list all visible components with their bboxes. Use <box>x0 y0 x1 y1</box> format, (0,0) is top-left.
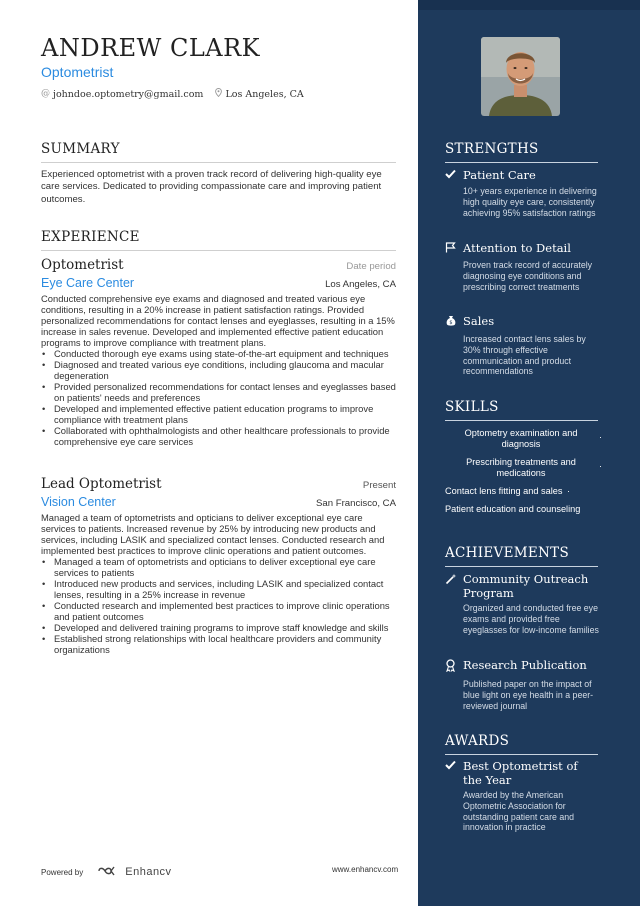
skills-heading: SKILLS <box>445 399 499 415</box>
flag-icon <box>445 242 459 257</box>
achievement-description: Published paper on the impact of blue light on eye health in a peer-reviewed journal <box>463 679 594 711</box>
award-ribbon-icon <box>445 659 459 676</box>
strength-item <box>445 169 600 218</box>
list-item: • Developed and delivered training programs to improve staff knowledge and skills <box>41 622 396 633</box>
job-description: Conducted comprehensive eye exams and diagnosed and treated various eye conditions, resulting in a 20% increase in patient satisfaction ratings. Provided personalized recommendations for contact lenses and eyeglasses, resulting in a 15% increase in sales revenue. Developed and implemented effective patient education programs to improve compliance with treatment plans. <box>41 293 395 348</box>
summary-text: Experienced optometrist with a proven track record of delivering high-quality eye care services. Dedicated to providing compassionate care and improving patient outcomes. <box>41 169 382 205</box>
skill-separator: · <box>599 461 602 471</box>
strength-name: Sales <box>463 314 495 328</box>
achievement-name: Community Outreach Program <box>463 572 589 600</box>
job-entry <box>41 257 396 447</box>
award-name: Best Optometrist of the Year <box>463 759 578 787</box>
skill-item: Patient education and counseling <box>445 504 581 514</box>
award-item <box>445 760 600 833</box>
divider <box>445 566 598 567</box>
award-description: Awarded by the American Optometric Association for outstanding patient care and innovation in practice <box>463 790 575 833</box>
magic-wand-icon <box>445 573 459 589</box>
job-date: Date period <box>346 261 396 272</box>
contact-row <box>41 88 304 100</box>
achievement-description: Organized and conducted free eye exams and provided free eyeglasses for low-income families <box>463 603 599 635</box>
divider <box>41 250 396 251</box>
list-item: • Developed and implemented effective patient education programs to improve compliance with treatment plans <box>41 403 396 425</box>
strength-description: 10+ years experience in delivering high quality eye care, consistently achieving 95% satisfaction ratings <box>463 186 597 218</box>
achievement-name: Research Publication <box>463 658 587 672</box>
experience-heading: EXPERIENCE <box>41 229 140 245</box>
skill-separator: · <box>567 486 570 496</box>
candidate-role: Optometrist <box>41 64 114 80</box>
job-date: Present <box>362 480 396 491</box>
svg-text:$: $ <box>449 320 453 326</box>
list-item: • Established strong relationships with local healthcare providers and community organizations <box>41 633 396 655</box>
check-icon <box>445 169 459 183</box>
skill-item: Contact lens fitting and sales <box>445 486 563 496</box>
money-bag-icon <box>445 315 459 331</box>
divider <box>445 754 598 755</box>
strengths-heading: STRENGTHS <box>445 141 539 157</box>
job-company: Eye Care Center <box>41 276 135 290</box>
job-bullets <box>41 348 396 447</box>
strength-description: Increased contact lens sales by 30% through effective communication and product recommendations <box>463 334 586 377</box>
achievement-item <box>445 573 600 635</box>
skill-item: Optometry examination and diagnosis <box>464 428 578 449</box>
footer-url[interactable]: www.enhancv.com <box>332 865 399 874</box>
contact-location: Los Angeles, CA <box>225 88 304 100</box>
awards-heading: AWARDS <box>445 733 510 749</box>
candidate-name: ANDREW CLARK <box>41 34 261 62</box>
job-title: Optometrist <box>41 257 124 273</box>
job-location: Los Angeles, CA <box>325 279 396 290</box>
strength-name: Patient Care <box>463 168 536 182</box>
skill-separator: · <box>599 432 602 442</box>
location-pin-icon <box>215 88 222 100</box>
strength-item <box>445 315 600 377</box>
strength-name: Attention to Detail <box>463 241 571 255</box>
enhancv-logo-icon <box>97 865 119 879</box>
list-item: • Provided personalized recommendations for contact lenses and eyeglasses based on patients' needs and preferences <box>41 381 396 403</box>
at-icon: @ <box>41 89 50 99</box>
list-item: • Managed a team of optometrists and opticians to deliver exceptional eye care services to patients <box>41 556 396 578</box>
skill-item: Prescribing treatments and medications <box>466 457 576 478</box>
job-title: Lead Optometrist <box>41 476 162 492</box>
job-bullets <box>41 556 396 655</box>
job-entry <box>41 476 396 655</box>
check-icon <box>445 760 459 774</box>
brand-name: Enhancv <box>125 866 172 878</box>
profile-photo <box>481 37 560 116</box>
job-description: Managed a team of optometrists and opticians to deliver exceptional eye care services to patients. Increased revenue by 25% by introducing new products and services, including LASIK and specialized contact lenses. Conducted research and implemented best practices to improve clinic operations and patient outcomes. <box>41 512 385 556</box>
list-item: • Conducted thorough eye exams using state-of-the-art equipment and techniques <box>41 348 396 359</box>
powered-by-label: Powered by <box>41 867 84 877</box>
strength-description: Proven track record of accurately diagnosing eye conditions and prescribing correct treatments <box>463 260 593 292</box>
list-item: • Collaborated with ophthalmologists and other healthcare professionals to provide comprehensive eye care services <box>41 425 396 447</box>
job-company: Vision Center <box>41 495 116 509</box>
sidebar-top-bar <box>418 0 640 10</box>
list-item: • Conducted research and implemented best practices to improve clinic operations and patient outcomes <box>41 600 396 622</box>
divider <box>445 420 598 421</box>
achievement-item <box>445 659 600 711</box>
strength-item <box>445 242 600 292</box>
divider <box>41 162 396 163</box>
list-item: • Introduced new products and services, including LASIK and specialized contact lenses, resulting in a 25% increase in revenue <box>41 578 396 600</box>
job-location: San Francisco, CA <box>316 498 396 509</box>
divider <box>445 162 598 163</box>
list-item: • Diagnosed and treated various eye conditions, including glaucoma and macular degeneration <box>41 359 396 381</box>
achievements-heading: ACHIEVEMENTS <box>445 545 569 561</box>
footer-brand <box>41 865 172 879</box>
summary-heading: SUMMARY <box>41 141 120 157</box>
contact-email[interactable]: johndoe.optometry@gmail.com <box>53 88 204 100</box>
